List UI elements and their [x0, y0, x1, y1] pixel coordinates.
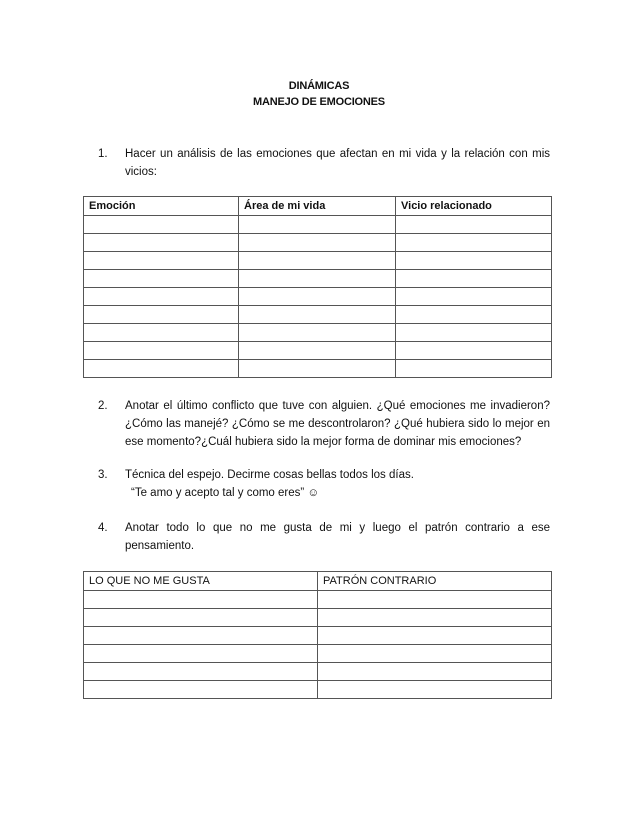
table-row — [84, 324, 552, 342]
table-cell — [239, 288, 396, 306]
question-number: 2. — [98, 400, 108, 412]
table-cell — [396, 216, 552, 234]
table-cell — [84, 216, 239, 234]
question-number: 1. — [98, 148, 108, 160]
table-cell — [396, 270, 552, 288]
table-cell — [239, 324, 396, 342]
table-row — [84, 288, 552, 306]
question-4 — [98, 519, 550, 555]
table-cell — [239, 252, 396, 270]
table-row — [84, 234, 552, 252]
table-row — [84, 306, 552, 324]
table-cell — [318, 627, 552, 645]
dislikes-table — [83, 571, 552, 699]
question-text-line: Anotar todo lo que no me gusta de mi y luego el patrón contrario a ese — [125, 522, 550, 534]
table-row — [84, 591, 552, 609]
table-cell — [318, 681, 552, 699]
question-text-line: pensamiento. — [125, 540, 195, 552]
table-cell — [396, 324, 552, 342]
table-cell — [84, 324, 239, 342]
table-cell — [84, 360, 239, 378]
question-text-line: Anotar el último conflicto que tuve con alguien. ¿Qué emociones me invadieron? — [125, 400, 550, 412]
table-row — [84, 609, 552, 627]
column-header-life-area: Área de mi vida — [239, 197, 396, 216]
table-cell — [84, 663, 318, 681]
table-row — [84, 216, 552, 234]
table-cell — [84, 252, 239, 270]
question-number: 3. — [98, 469, 108, 481]
table-row — [84, 360, 552, 378]
table-row — [84, 681, 552, 699]
table-cell — [318, 591, 552, 609]
document-title: DINÁMICAS — [288, 80, 350, 92]
table-cell — [396, 342, 552, 360]
column-header-opposite-pattern: PATRÓN CONTRARIO — [318, 572, 552, 591]
question-3 — [98, 466, 550, 502]
question-text-line: Hacer un análisis de las emociones que afectan en mi vida y la relación con mis — [125, 148, 550, 160]
question-2 — [98, 397, 550, 451]
table-row — [84, 342, 552, 360]
table-cell — [396, 306, 552, 324]
question-text-line: ¿Cómo las manejé? ¿Cómo se me descontrolaron? ¿Qué hubiera sido lo mejor en — [125, 418, 550, 430]
table-cell — [318, 609, 552, 627]
table-cell — [84, 627, 318, 645]
question-1 — [98, 145, 550, 181]
column-header-related-vice: Vicio relacionado — [396, 197, 552, 216]
table-cell — [239, 216, 396, 234]
table-cell — [84, 681, 318, 699]
table-cell — [239, 342, 396, 360]
table-cell — [84, 591, 318, 609]
question-number: 4. — [98, 522, 108, 534]
table-cell — [239, 234, 396, 252]
table-row — [84, 252, 552, 270]
table-cell — [318, 663, 552, 681]
column-header-emotion: Emoción — [84, 197, 239, 216]
table-row — [84, 627, 552, 645]
table-cell — [396, 252, 552, 270]
table-cell — [84, 609, 318, 627]
question-text-line: “Te amo y acepto tal y como eres” ☺ — [131, 487, 320, 499]
table-cell — [239, 306, 396, 324]
table-cell — [239, 270, 396, 288]
question-text-line: vicios: — [125, 166, 157, 178]
table-row — [84, 645, 552, 663]
column-header-dislikes: LO QUE NO ME GUSTA — [84, 572, 318, 591]
table-cell — [84, 306, 239, 324]
table-cell — [84, 288, 239, 306]
table-cell — [84, 270, 239, 288]
table-row — [84, 663, 552, 681]
table-cell — [396, 234, 552, 252]
table-cell — [84, 342, 239, 360]
table-cell — [84, 645, 318, 663]
table-header-row — [84, 197, 552, 216]
table-cell — [84, 234, 239, 252]
table-row — [84, 270, 552, 288]
table-cell — [318, 645, 552, 663]
question-text-line: Técnica del espejo. Decirme cosas bellas todos los días. — [125, 469, 414, 481]
document-subtitle: MANEJO DE EMOCIONES — [253, 96, 385, 108]
emotions-table — [83, 196, 552, 378]
table-header-row — [84, 572, 552, 591]
question-text-line: ese momento?¿Cuál hubiera sido la mejor forma de dominar mis emociones? — [125, 436, 522, 448]
table-cell — [239, 360, 396, 378]
table-cell — [396, 360, 552, 378]
table-cell — [396, 288, 552, 306]
